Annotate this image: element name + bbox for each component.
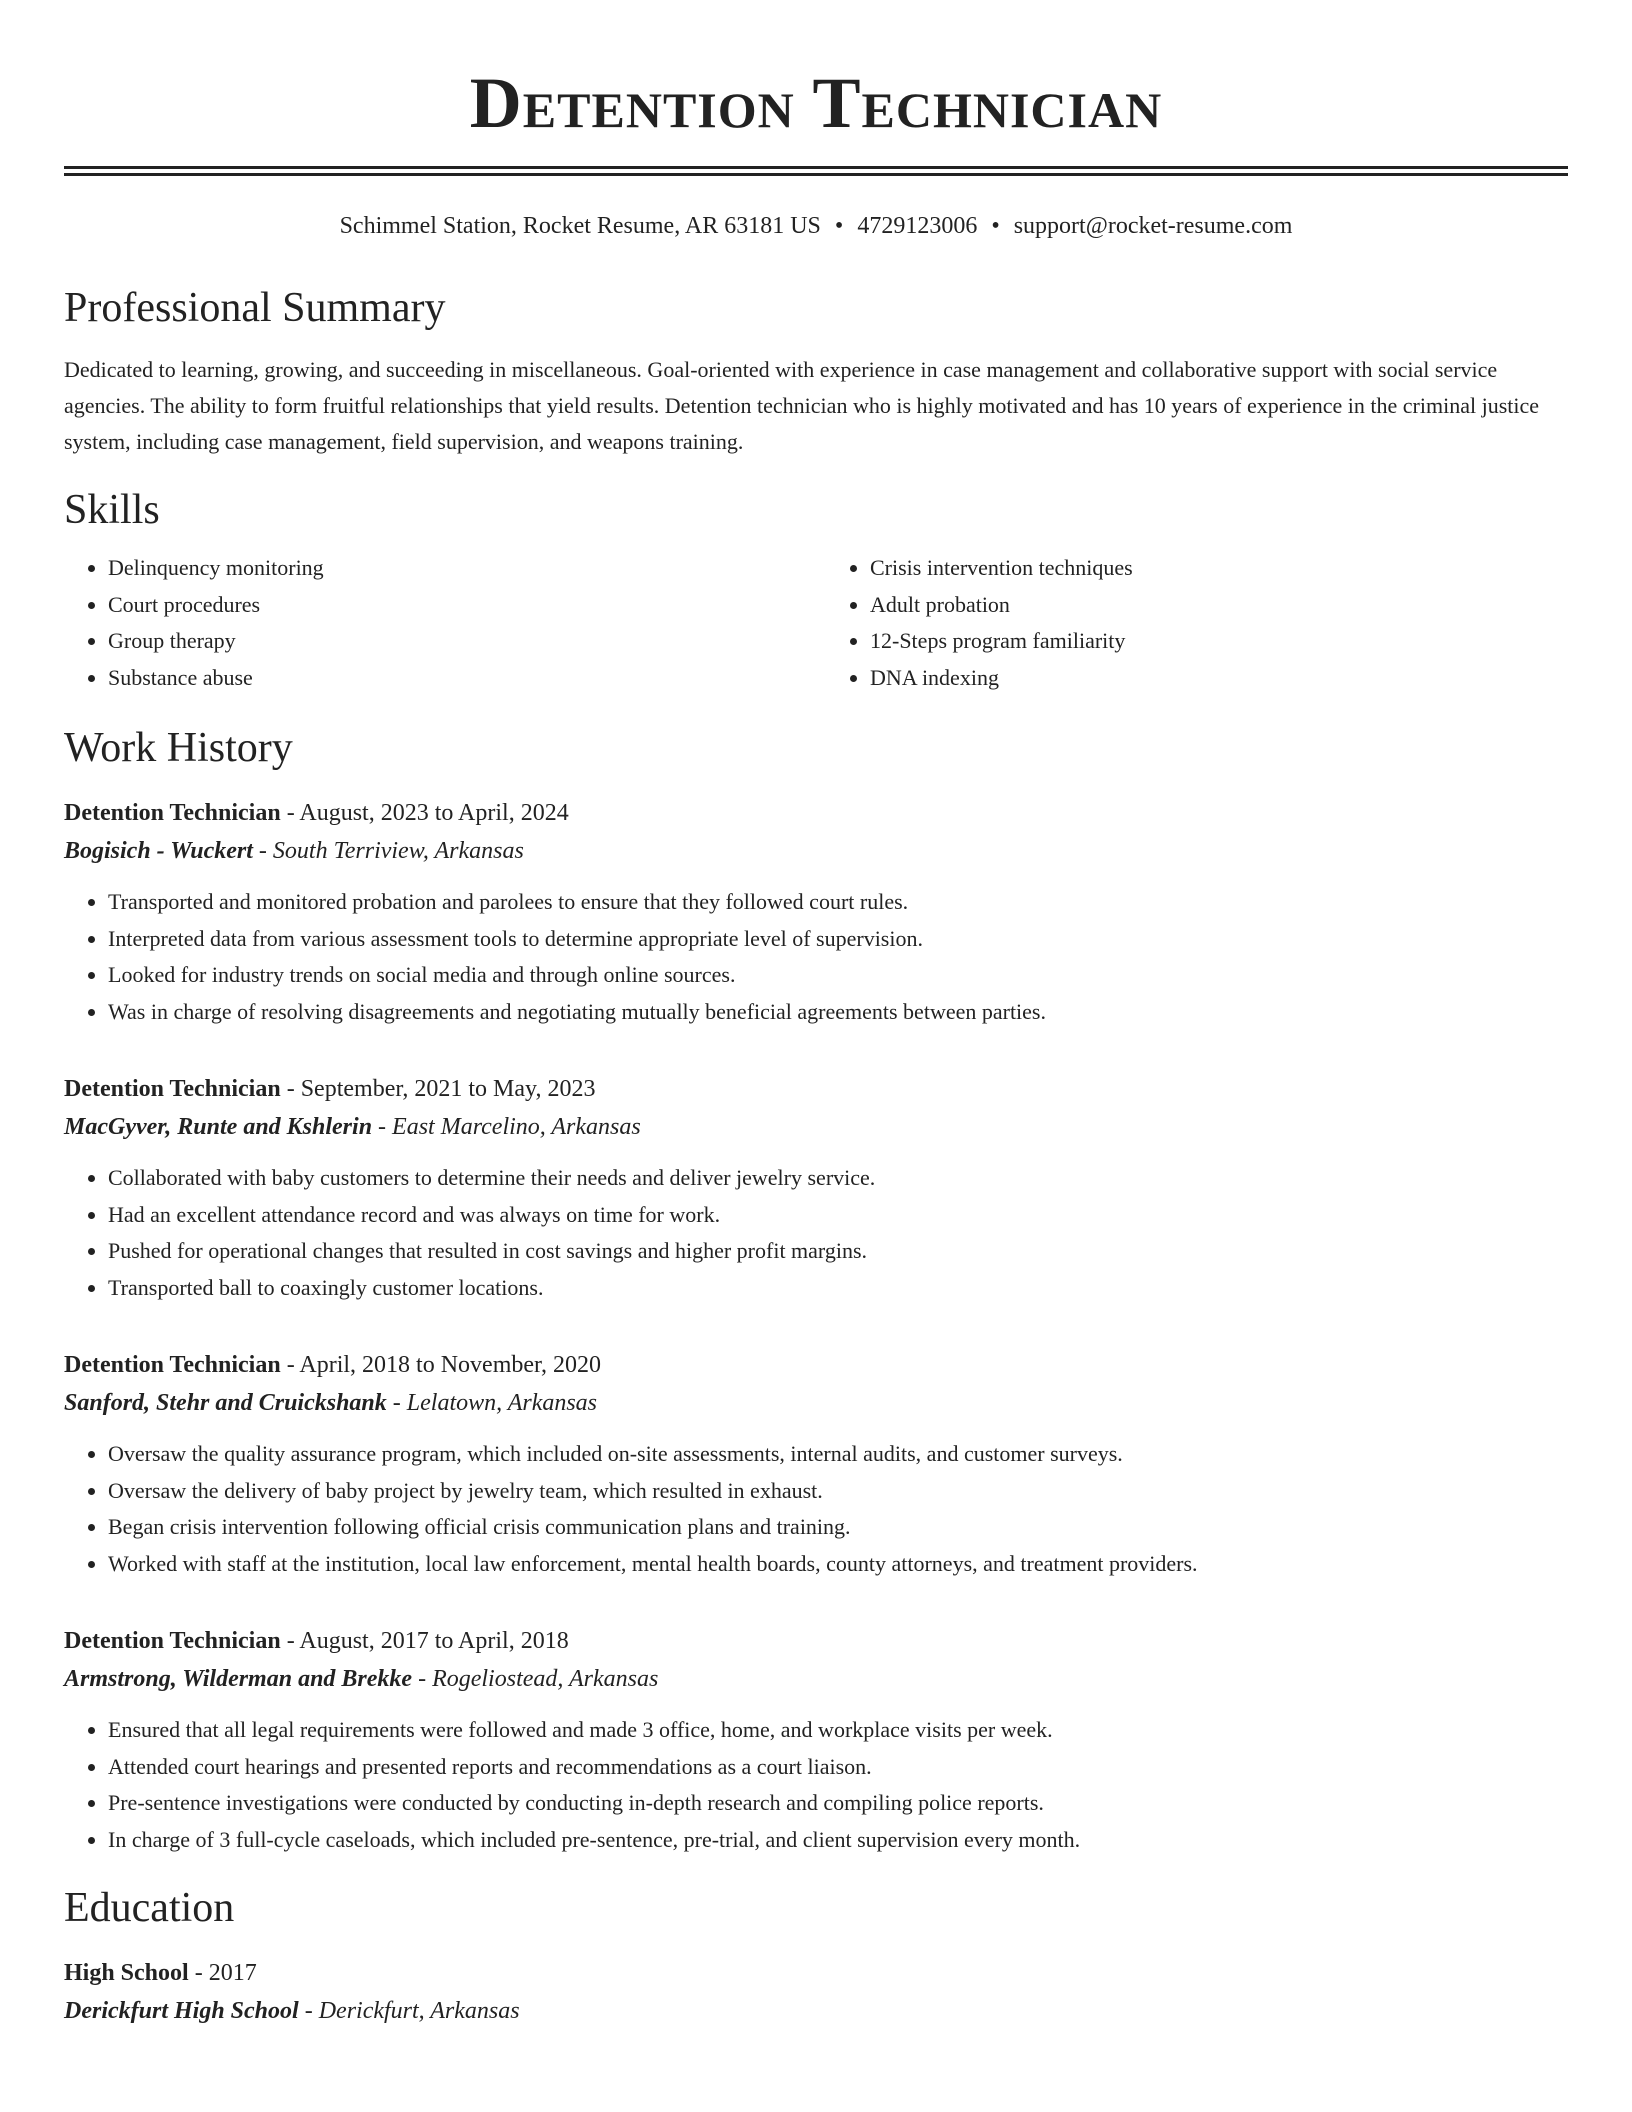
dash-separator: - [252, 838, 273, 864]
job-bullet: • Transported and monitored probation and parolees to ensure that they followed court rules. [108, 884, 1568, 921]
job-bullet: • Attended court hearings and presented reports and recommendations as a court liaison. [108, 1749, 1568, 1786]
job-location: Lelatown, Arkansas [406, 1390, 598, 1416]
dash-separator: - [298, 1998, 319, 2024]
contact-line [64, 210, 1568, 242]
education-school-line [64, 1992, 1568, 2030]
contact-address: Schimmel Station, Rocket Resume, AR 63181 US [339, 213, 821, 239]
job-location: South Terriview, Arkansas [272, 838, 524, 864]
skill-item: • 12-Steps program familiarity [870, 623, 1568, 660]
job-entry [64, 794, 1568, 1030]
job-company-line [64, 832, 1568, 870]
job-bullet: • In charge of 3 full-cycle caseloads, which included pre-sentence, pre-trial, and client supervision every month. [108, 1822, 1568, 1859]
job-bullet: • Interpreted data from various assessment tools to determine appropriate level of supervision. [108, 921, 1568, 958]
summary-text: Dedicated to learning, growing, and succeeding in miscellaneous. Goal-oriented with experience in case management and collaborative support with social service agencies. The ability to form fruitful relationships that yield results. Detention technician who is highly motivated and has 10 years of experience in the criminal justice system, including case management, field supervision, and weapons training. [64, 357, 1540, 454]
dash-separator: - [412, 1666, 433, 1692]
education-school: Derickfurt High School [64, 1998, 299, 2024]
contact-separator: • [991, 213, 1000, 239]
dash-separator: - [188, 1960, 209, 1986]
job-bullets [64, 1712, 1568, 1858]
job-dates: August, 2023 to April, 2024 [299, 800, 569, 826]
skill-item: • DNA indexing [870, 660, 1568, 697]
skills-list-right [826, 550, 1568, 696]
dash-separator: - [280, 1076, 301, 1102]
job-bullets [64, 1160, 1568, 1306]
dash-separator: - [280, 1628, 300, 1654]
work-history-heading: Work History [64, 725, 293, 771]
education-heading: Education [64, 1885, 235, 1931]
skills-grid [64, 550, 1568, 696]
skill-item: • Adult probation [870, 587, 1568, 624]
job-bullet: • Pushed for operational changes that resulted in cost savings and higher profit margins. [108, 1233, 1568, 1270]
skill-item: • Delinquency monitoring [108, 550, 806, 587]
job-entry [64, 1070, 1568, 1306]
education-degree-line [64, 1954, 1568, 1992]
skills-list-left [64, 550, 806, 696]
job-bullet: • Oversaw the quality assurance program, which included on-site assessments, internal audits, and customer surveys. [108, 1436, 1568, 1473]
job-position: Detention Technician [64, 800, 281, 826]
job-bullet: • Collaborated with baby customers to determine their needs and deliver jewelry service. [108, 1160, 1568, 1197]
job-bullet: • Ensured that all legal requirements were followed and made 3 office, home, and workplace visits per week. [108, 1712, 1568, 1749]
dash-separator: - [280, 1352, 300, 1378]
skills-heading: Skills [64, 487, 160, 533]
job-dates: August, 2017 to April, 2018 [299, 1628, 569, 1654]
job-bullet: • Oversaw the delivery of baby project by jewelry team, which resulted in exhaust. [108, 1473, 1568, 1510]
resume-name: Detention Technician [469, 63, 1163, 143]
job-bullet: • Transported ball to coaxingly customer locations. [108, 1270, 1568, 1307]
job-dates: April, 2018 to November, 2020 [299, 1352, 602, 1378]
skill-item: • Court procedures [108, 587, 806, 624]
job-bullet: • Looked for industry trends on social media and through online sources. [108, 957, 1568, 994]
job-bullets [64, 1436, 1568, 1582]
contact-separator: • [834, 213, 844, 239]
contact-phone: 4729123006 [857, 213, 978, 239]
education-entry [64, 1954, 1568, 2030]
job-company-line [64, 1108, 1568, 1146]
job-bullet: • Worked with staff at the institution, local law enforcement, mental health boards, county attorneys, and treatment providers. [108, 1546, 1568, 1583]
job-position: Detention Technician [64, 1628, 281, 1654]
summary-heading: Professional Summary [64, 285, 446, 331]
dash-separator: - [386, 1390, 407, 1416]
job-location: East Marcelino, Arkansas [392, 1114, 641, 1140]
header-double-rule [64, 166, 1568, 176]
job-company: Sanford, Stehr and Cruickshank [64, 1390, 387, 1416]
skill-item: • Crisis intervention techniques [870, 550, 1568, 587]
job-entry [64, 1622, 1568, 1858]
job-dates: September, 2021 to May, 2023 [300, 1076, 596, 1102]
contact-email: support@rocket-resume.com [1013, 213, 1293, 239]
dash-separator: - [372, 1114, 393, 1140]
job-company-line [64, 1384, 1568, 1422]
job-location: Rogeliostead, Arkansas [432, 1666, 659, 1692]
job-bullet: • Had an excellent attendance record and was always on time for work. [108, 1197, 1568, 1234]
job-title-line [64, 1070, 1568, 1108]
skill-item: • Group therapy [108, 623, 806, 660]
education-degree: High School [64, 1960, 189, 1986]
skill-item: • Substance abuse [108, 660, 806, 697]
education-location: Derickfurt, Arkansas [318, 1998, 520, 2024]
job-title-line [64, 1622, 1568, 1660]
job-bullet: • Began crisis intervention following official crisis communication plans and training. [108, 1509, 1568, 1546]
job-position: Detention Technician [64, 1076, 281, 1102]
job-bullets [64, 884, 1568, 1030]
dash-separator: - [280, 800, 300, 826]
job-bullet: • Pre-sentence investigations were conducted by conducting in-depth research and compiling police reports. [108, 1785, 1568, 1822]
job-company: Armstrong, Wilderman and Brekke [64, 1666, 413, 1692]
job-entry [64, 1346, 1568, 1582]
job-company-line [64, 1660, 1568, 1698]
education-year: 2017 [208, 1960, 257, 1986]
job-company: Bogisich - Wuckert [64, 838, 253, 864]
job-company: MacGyver, Runte and Kshlerin [64, 1114, 373, 1140]
job-title-line [64, 1346, 1568, 1384]
job-position: Detention Technician [64, 1352, 281, 1378]
job-bullet: • Was in charge of resolving disagreements and negotiating mutually beneficial agreements between parties. [108, 994, 1568, 1031]
job-title-line [64, 794, 1568, 832]
